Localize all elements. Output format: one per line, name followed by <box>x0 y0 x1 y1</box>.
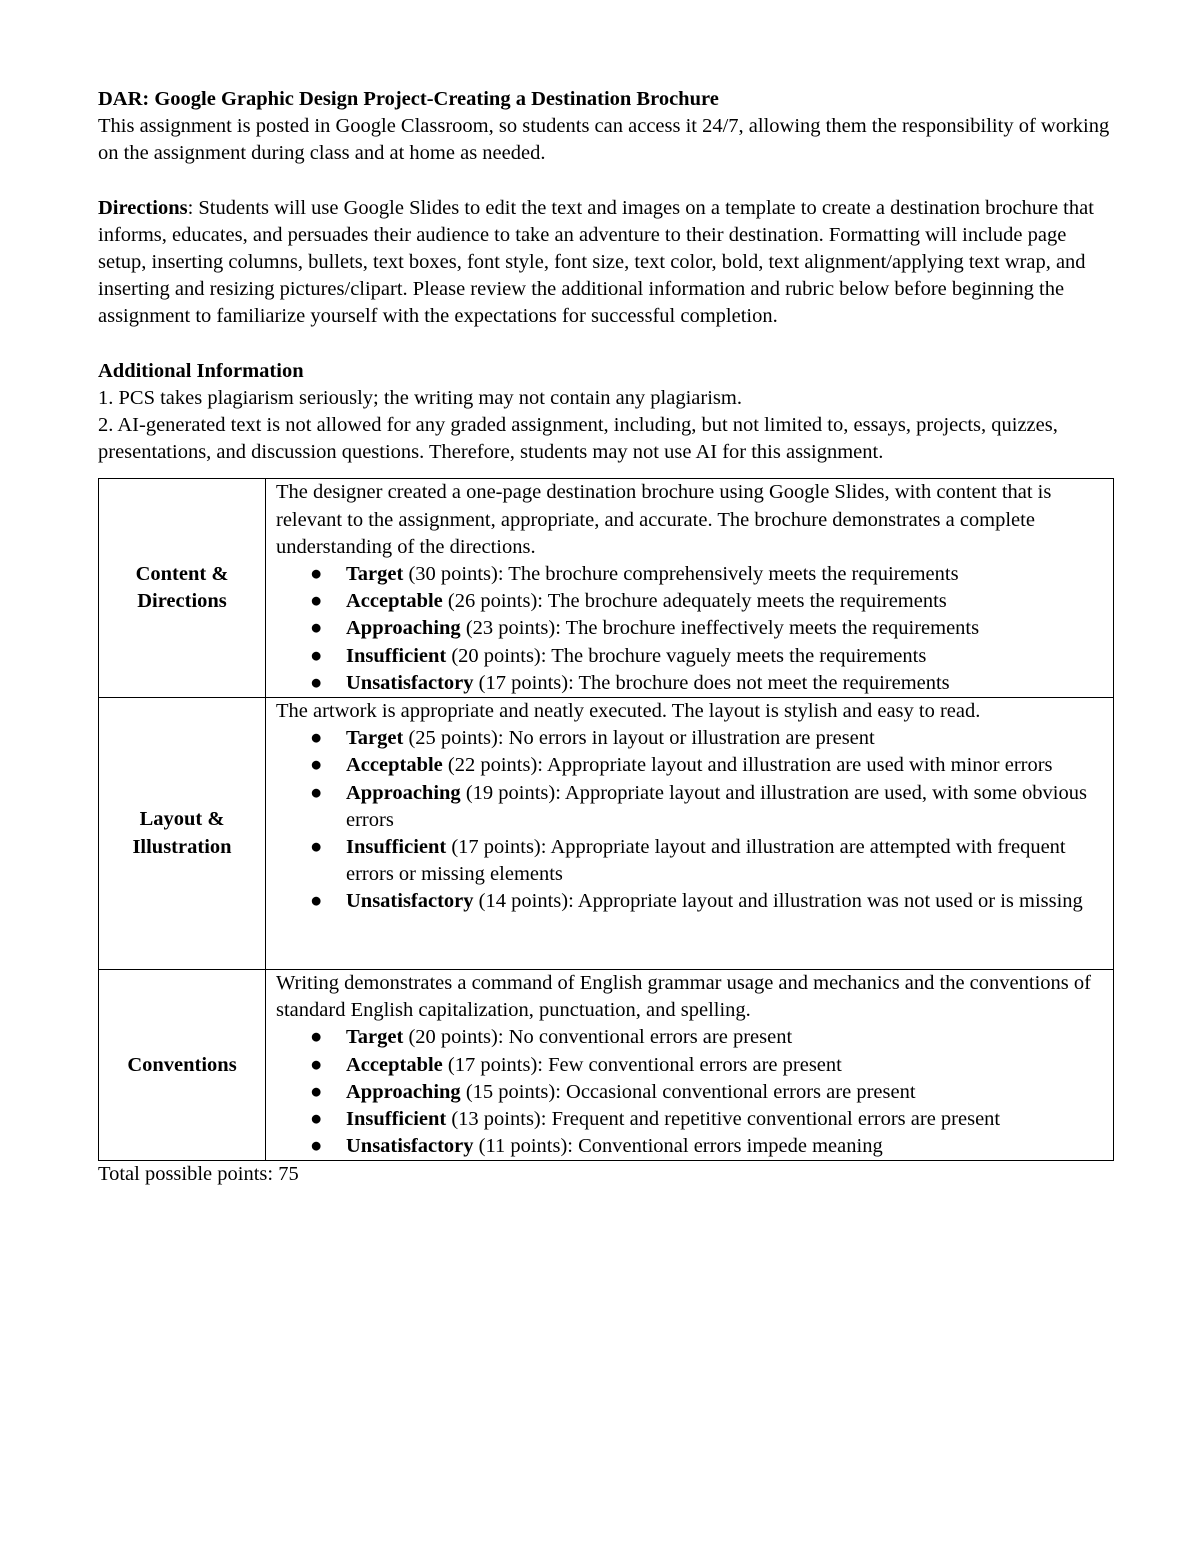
level-item <box>310 725 1113 752</box>
level-item <box>310 643 1113 670</box>
level-item <box>310 1024 1113 1051</box>
bullet-icon: ● <box>310 890 323 913</box>
level-detail: (20 points): The brochure vaguely meets the requirements <box>446 644 927 667</box>
level-detail: (22 points): Appropriate layout and illustration are used with minor errors <box>442 754 1053 777</box>
level-item <box>310 1079 1113 1106</box>
criterion-description: Writing demonstrates a command of English grammar usage and mechanics and the conventions of standard English capitalization, punctuation, and spelling. <box>276 972 1091 1022</box>
total-points: Total possible points: 75 <box>98 1163 299 1186</box>
level-name: Unsatisfactory <box>346 1135 474 1158</box>
level-item <box>310 561 1113 588</box>
level-item <box>310 752 1113 779</box>
criterion-cell: Conventions <box>99 970 266 1161</box>
level-name: Acceptable <box>346 754 443 777</box>
level-detail: (30 points): The brochure comprehensively meets the requirements <box>403 563 959 586</box>
criterion-description-cell <box>266 698 1114 970</box>
bullet-icon: ● <box>310 754 323 777</box>
directions-label: Directions <box>98 196 188 219</box>
criterion-cell: Content & Directions <box>99 479 266 698</box>
level-detail: (20 points): No conventional errors are present <box>403 1026 793 1049</box>
level-item <box>310 615 1113 642</box>
bullet-icon: ● <box>310 1135 323 1158</box>
bullet-icon: ● <box>310 671 323 694</box>
additional-info-heading: Additional Information <box>98 359 304 382</box>
level-detail: (25 points): No errors in layout or illustration are present <box>403 727 875 750</box>
level-name: Unsatisfactory <box>346 890 474 913</box>
directions-text: : Students will use Google Slides to edit the text and images on a template to create a destination brochure that informs, educates, and persuades their audience to take an adventure to their destination. Formatting will include page setup, inserting columns, bullets, text boxes, font style, font size, text color, bold, text alignment/applying text wrap, and inserting and resizing pictures/clipart. Please review the additional information and rubric below before beginning the assignment to familiarize yourself with the expectations for successful completion. <box>98 196 1094 328</box>
intro-paragraph: This assignment is posted in Google Classroom, so students can access it 24/7, allowing them the responsibility of working on the assignment during class and at home as needed. <box>98 115 1110 165</box>
directions-paragraph <box>98 195 1118 331</box>
level-name: Insufficient <box>346 836 447 859</box>
level-name: Target <box>346 563 404 586</box>
bullet-icon: ● <box>310 727 323 750</box>
criterion-description: The artwork is appropriate and neatly executed. The layout is stylish and easy to read. <box>276 700 981 723</box>
level-item <box>310 588 1113 615</box>
criterion-description-cell <box>266 479 1114 698</box>
level-item <box>310 834 1113 888</box>
level-detail: (26 points): The brochure adequately meets the requirements <box>442 590 947 613</box>
level-name: Approaching <box>346 781 461 804</box>
document-title: DAR: Google Graphic Design Project-Creating a Destination Brochure <box>98 88 719 110</box>
criterion-cell: Layout & Illustration <box>99 698 266 970</box>
bullet-icon: ● <box>310 1053 323 1076</box>
spacer <box>98 168 1118 195</box>
additional-info-item: 1. PCS takes plagiarism seriously; the writing may not contain any plagiarism. <box>98 386 742 409</box>
level-detail: (13 points): Frequent and repetitive conventional errors are present <box>446 1108 1001 1131</box>
level-item <box>310 1052 1113 1079</box>
level-item <box>310 1106 1113 1133</box>
level-list <box>276 561 1113 697</box>
document-page <box>98 86 1118 1189</box>
rubric-row-layout <box>99 698 1114 970</box>
level-detail: (15 points): Occasional conventional errors are present <box>460 1080 916 1103</box>
bullet-icon: ● <box>310 1108 323 1131</box>
level-item <box>310 1133 1113 1160</box>
bullet-icon: ● <box>310 644 323 667</box>
rubric-row-content <box>99 479 1114 698</box>
criterion-description: The designer created a one-page destination brochure using Google Slides, with content that is relevant to the assignment, appropriate, and accurate. The brochure demonstrates a complete understanding of the directions. <box>276 481 1052 558</box>
criterion-description-cell <box>266 970 1114 1161</box>
level-name: Approaching <box>346 1080 461 1103</box>
bullet-icon: ● <box>310 617 323 640</box>
bullet-icon: ● <box>310 590 323 613</box>
level-name: Target <box>346 1026 404 1049</box>
spacer <box>98 331 1118 358</box>
level-name: Acceptable <box>346 1053 443 1076</box>
level-name: Insufficient <box>346 1108 447 1131</box>
level-name: Insufficient <box>346 644 447 667</box>
level-name: Acceptable <box>346 590 443 613</box>
level-detail: (17 points): Appropriate layout and illustration are attempted with frequent errors or missing elements <box>346 836 1066 886</box>
level-item <box>310 670 1113 697</box>
level-item <box>310 780 1113 834</box>
level-list <box>276 1024 1113 1160</box>
rubric-table <box>98 478 1114 1161</box>
level-detail: (23 points): The brochure ineffectively meets the requirements <box>460 617 980 640</box>
level-detail: (14 points): Appropriate layout and illustration was not used or is missing <box>473 890 1083 913</box>
bullet-icon: ● <box>310 563 323 586</box>
bullet-icon: ● <box>310 1080 323 1103</box>
level-name: Target <box>346 727 404 750</box>
level-detail: (11 points): Conventional errors impede meaning <box>473 1135 883 1158</box>
level-detail: (17 points): The brochure does not meet the requirements <box>473 671 950 694</box>
bullet-icon: ● <box>310 781 323 804</box>
level-detail: (17 points): Few conventional errors are present <box>442 1053 842 1076</box>
bullet-icon: ● <box>310 836 323 859</box>
additional-info-item: 2. AI-generated text is not allowed for any graded assignment, including, but not limited to, essays, projects, quizzes, presentations, and discussion questions. Therefore, students may not use AI for this assignment. <box>98 414 1058 464</box>
level-list <box>276 725 1113 915</box>
level-item <box>310 888 1113 915</box>
rubric-row-conventions <box>99 970 1114 1161</box>
bullet-icon: ● <box>310 1026 323 1049</box>
level-name: Approaching <box>346 617 461 640</box>
level-detail: (19 points): Appropriate layout and illustration are used, with some obvious errors <box>346 781 1087 831</box>
level-name: Unsatisfactory <box>346 671 474 694</box>
